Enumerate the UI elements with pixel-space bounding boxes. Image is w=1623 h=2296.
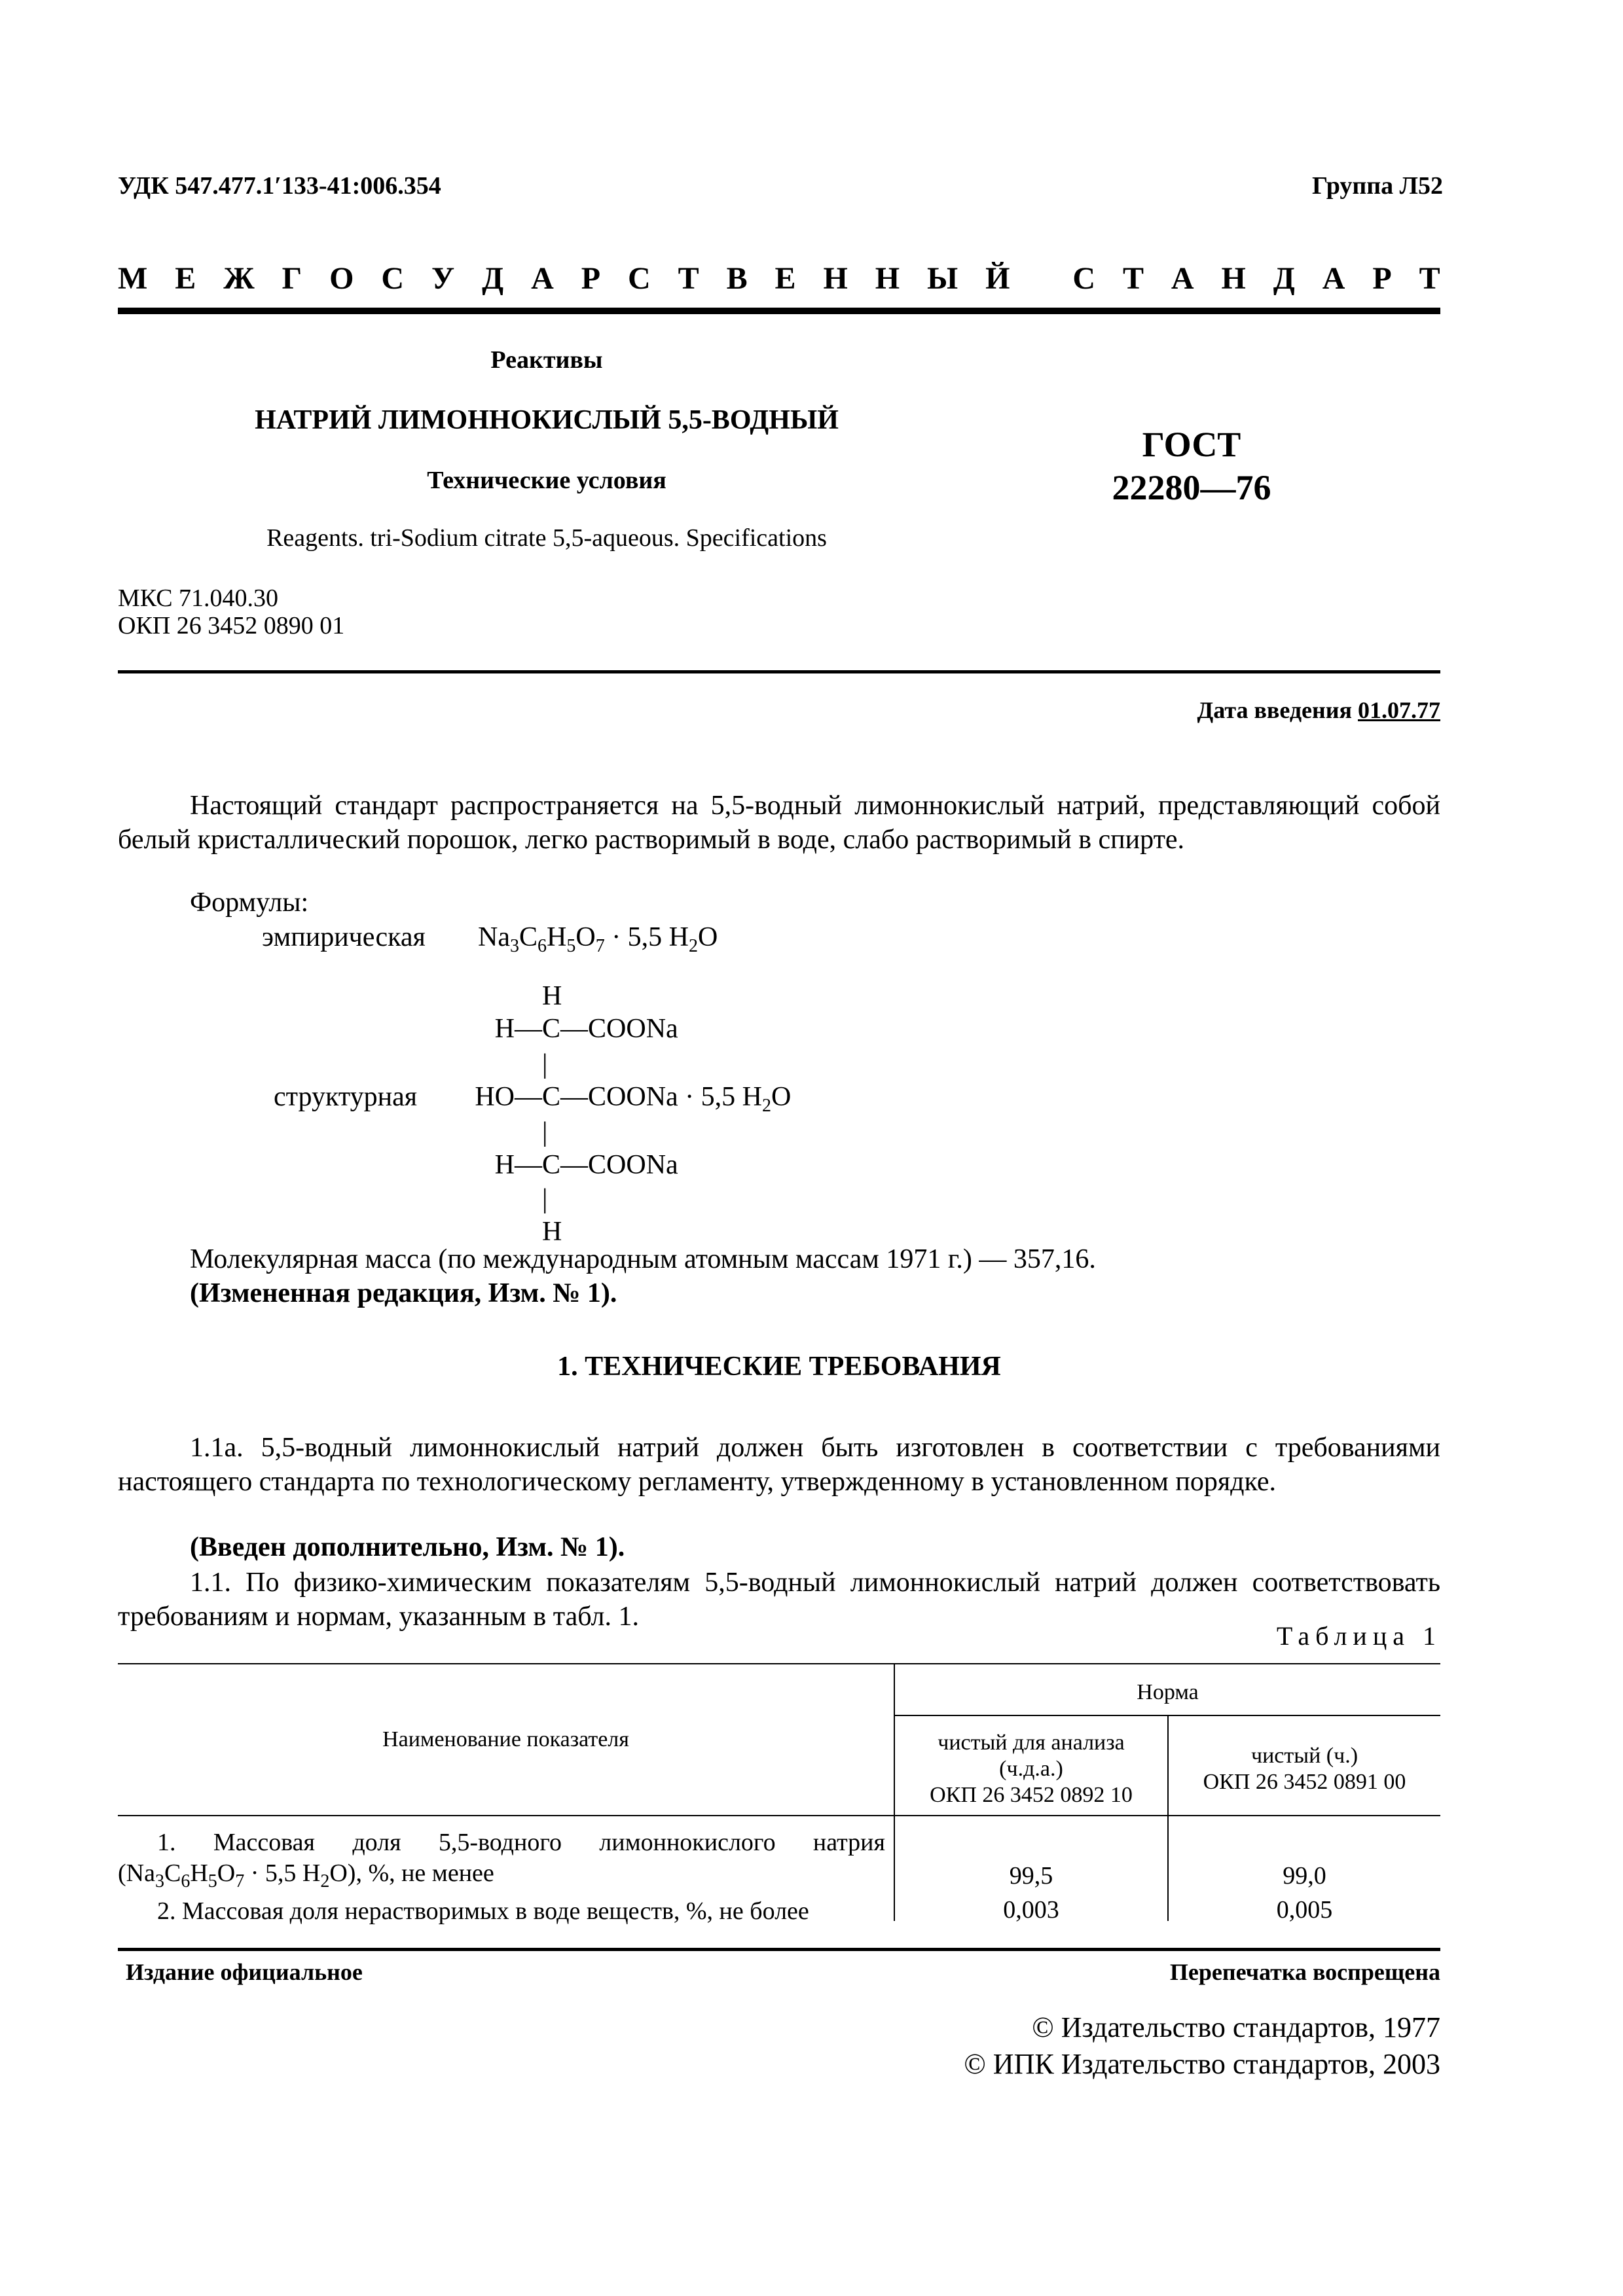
structural-line: | [542, 1117, 548, 1147]
english-title: Reagents. tri-Sodium citrate 5,5-aqueous. Specifications [266, 524, 827, 552]
footer-rule [118, 1948, 1440, 1951]
header-chda: чистый для анализа (ч.д.а.) ОКП 26 3452 0892 10 [930, 1731, 1133, 1807]
row-2-chda: 0,003 [1003, 1896, 1059, 1924]
intro-paragraph: Настоящий стандарт распространяется на 5,5-водный лимоннокислый натрий, представляющий собой белый кристаллический порошок, легко растворимый в воде, слабо растворимый в спирте. [118, 791, 1440, 855]
empirical-formula: $Na_3C_6H_5O_7 \cdot 5,5$ $H_2O$ [478, 922, 718, 956]
standard-banner: М Е Ж Г О С У Д А Р С Т В Е Н Н Ы Й С Т А Н Д А Р Т [118, 261, 1440, 296]
gost-label: ГОСТ [1142, 425, 1241, 464]
row-1-name-line1: 1. Массовая доля 5,5-водного лимоннокислого натрия [157, 1829, 885, 1856]
intro-date-value: 01.07.77 [1358, 697, 1440, 723]
group-code: Группа Л52 [1311, 172, 1443, 200]
row-1-name-line2: ($Na_3C_6H_5O_7 \cdot 5,5$ $H_2O$), %, не менее [118, 1859, 494, 1892]
udc-code: УДК 547.477.1′133-41:006.354 [118, 172, 441, 200]
note-1-1a: (Введен дополнительно, Изм. № 1). [190, 1532, 625, 1562]
copyright-1977: © Издательство стандартов, 1977 [1032, 2011, 1440, 2043]
category: Реактивы [490, 346, 603, 374]
structural-line: H [542, 1217, 562, 1247]
paragraph-1-1: 1.1. По физико-химическим показателям 5,5-водный лимоннокислый натрий должен соответствовать требованиям и нормам, указанным в табл. 1. [118, 1568, 1440, 1632]
header-name: Наименование показателя [382, 1727, 629, 1751]
intro-date-label: Дата введения [1197, 697, 1352, 723]
revision-note: (Измененная редакция, Изм. № 1). [190, 1278, 617, 1308]
structural-line: | [542, 1184, 548, 1214]
structural-line: H [542, 981, 562, 1011]
header-ch: чистый (ч.) ОКП 26 3452 0891 00 [1203, 1744, 1406, 1794]
reprint-prohibited: Перепечатка воспрещена [1169, 1959, 1440, 1985]
paragraph-1-1a: 1.1а. 5,5-водный лимоннокислый натрий должен быть изготовлен в соответствии с требованиями настоящего стандарта по технологическому регламенту, утвержденному в установленном порядке. [118, 1433, 1440, 1497]
subtitle: Технические условия [427, 467, 666, 494]
gost-number: 22280—76 [1112, 468, 1271, 507]
row-2-ch: 0,005 [1276, 1896, 1333, 1924]
row-1-chda: 99,5 [1009, 1862, 1053, 1890]
official-edition: Издание официальное [126, 1959, 363, 1985]
row-1-ch: 99,0 [1283, 1862, 1326, 1890]
table-caption: Таблица 1 [1276, 1621, 1442, 1651]
banner-rule [118, 308, 1440, 314]
molecular-mass: Молекулярная масса (по международным атомным массам 1971 г.) — 357,16. [190, 1244, 1096, 1274]
okp-code: ОКП 26 3452 0890 01 [118, 612, 345, 639]
structural-line: | [542, 1049, 548, 1079]
row-2-name: 2. Массовая доля нерастворимых в воде веществ, %, не более [157, 1897, 809, 1925]
empirical-label: эмпирическая [262, 922, 426, 952]
mks-code: МКС 71.040.30 [118, 584, 279, 612]
section-heading: 1. ТЕХНИЧЕСКИЕ ТРЕБОВАНИЯ [557, 1352, 1001, 1382]
formulas-label: Формулы: [190, 888, 309, 918]
title-rule [118, 670, 1440, 673]
page-title: НАТРИЙ ЛИМОННОКИСЛЫЙ 5,5-ВОДНЫЙ [255, 405, 839, 435]
copyright-2003: © ИПК Издательство стандартов, 2003 [964, 2048, 1440, 2080]
structural-label: структурная [274, 1082, 418, 1112]
intro-date [1197, 696, 1441, 724]
header-norm: Норма [1137, 1680, 1199, 1704]
